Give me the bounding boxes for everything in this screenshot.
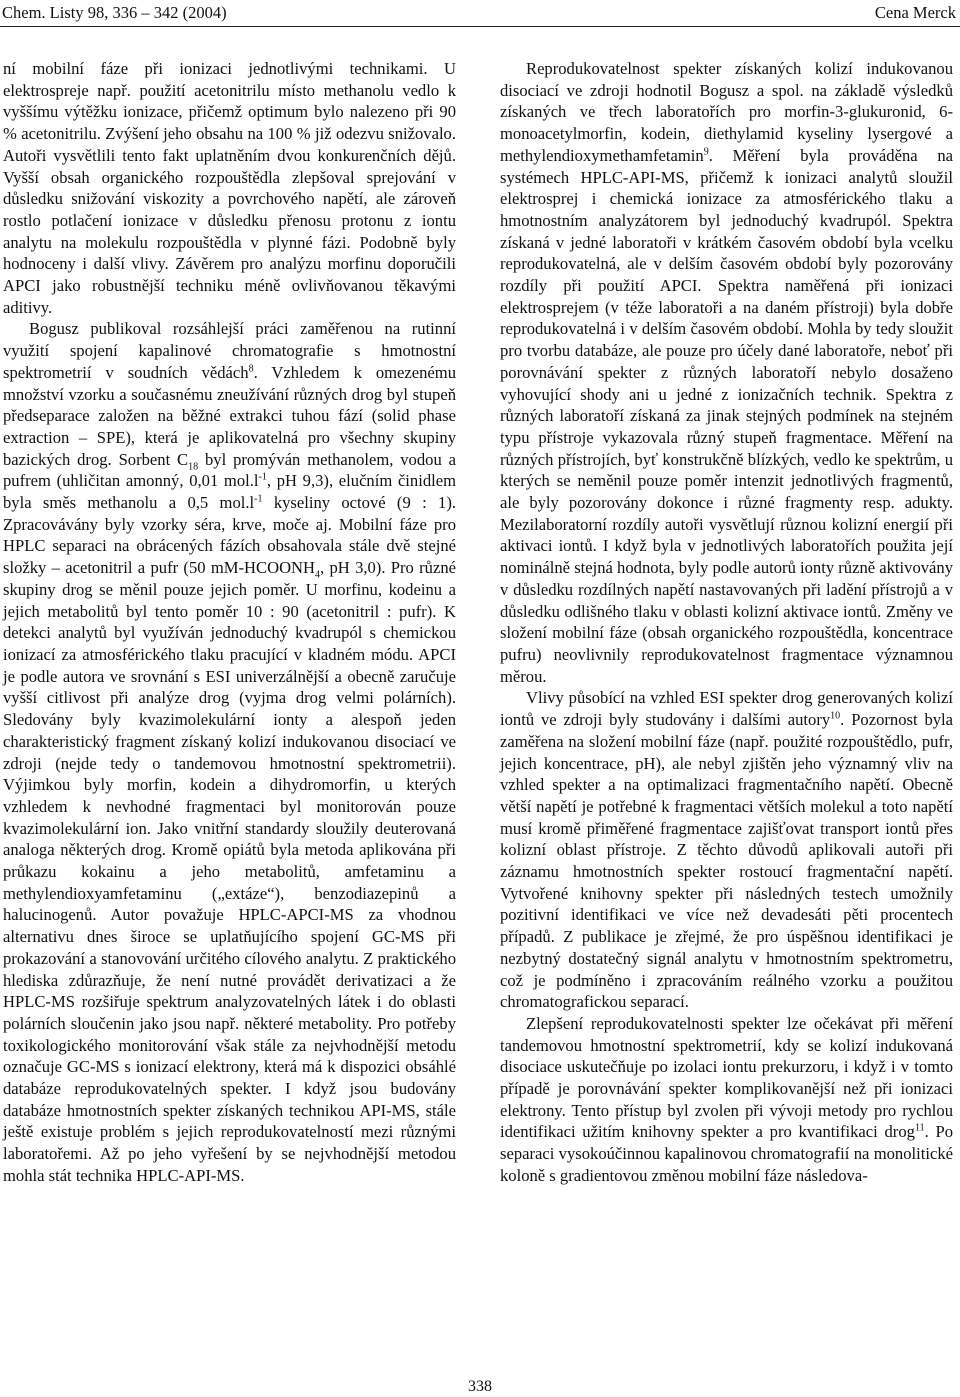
paragraph-text: . Pozornost byla zaměřena na složení mobilní fáze (např. použité rozpouštědlo, pufr, jejich koncentrace, pH), ale nebyl zjištěn jeho významný vliv na vzhled spekter a na optimalizaci fragmentačního napětí. Obecně větší napětí je potřebné k fragmentaci větších molekul a toto napětí musí kromě přiměřené fragmentace zajišťovat transport iontů přes kolizní oblast přístroje. Z těchto důvodů aplikovali autoři při záznamu hmotnostních spekter rostoucí fragmentační napětí. Vytvořené knihovny spekter při následných testech umožnily pozitivní identifikaci ve více než devadesáti pěti procentech případů. Z publikace je zřejmé, že pro úspěšnou identifikaci je nezbytný dostatečný signál analytu v hmotnostním spektrometru, což je podmíněno i zpracováním reálného vzorku a použitou chromatografickou separací.	[500, 710, 954, 1012]
paragraph-text: Reprodukovatelnost spekter získaných kolizí indukovanou disociací ve zdroji hodnotil Bogusz a spol. na základě výsledků získaných ve třech laboratořích pro morfin-3-glukuronid, 6-monoacetylmorfin, kodein, diethylamid kyseliny lysergové a methylendioxymethamfetamin	[500, 59, 953, 165]
superscript: -1	[254, 493, 263, 505]
paragraph-text: . Měření byla prováděna na systémech HPLC-API-MS, přičemž k ionizaci analytů sloužil elektrosprej i chemická ionizace za atmosférického tlaku a hmotnostním analyzátorem byl jednoduchý kvadrupól. Spektra získaná v jedné laboratoři v krátkém časovém období byla vcelku reprodukovatelná, ale v delším časovém období byly pozorovány rozdíly při použití APCI. Spektra naměřená při ionizaci elektrosprejem (v téže laboratoři a na daném přístroji) byla dobře reprodukovatelná i v delším časovém období. Mohla by tedy sloužit pro tvorbu databáze, ale pouze pro účely dané laboratoře, neboť při porovnávání spekter z různých laboratoří nebylo dosaženo vyhovující shody ani u jedné z ionizačních technik. Spektra z různých laboratoří získaná za jinak stejných podmínek na stejném typu přístroje vykazovala různý stupeň fragmentace. Měření na různých přístrojích, byť konstrukčně blízkých, vedlo ke spektrům, u kterých se neměnil pouze poměr intenzit jednotlivých fragmentů, ale byly pozorovány dokonce i různé fragmenty resp. adukty. Mezilaboratorní rozdíly autoři vysvětlují různou kolizní energií při aktivaci iontů. I když byla v jednotlivých laboratořích použita její nominálně stejná hodnota, byly podle autorů ionty různě aktivovány v důsledku rozdílných napětí nastavovaných při ladění přístrojů a v důsledku odlišného tlaku v oblasti kolizní aktivace iontů. Změny ve složení mobilní fáze (obsah organického rozpouštědla, koncentrace pufru) neovlivnily reprodukovatelnost fragmentace významnou měrou.	[500, 145, 953, 686]
paragraph-text: . Po separaci vysokoúčinnou kapalinovou chromatografií na monolitické koloně s gradientovou změnou mobilní fáze následova-	[500, 1122, 953, 1185]
paragraph-text: . Vzhledem k omezenému množství vzorku a současnému zneužívání různých drog byl stupeň předseparace založen na běžné extrakci tuhou fází (solid phase extraction – SPE), která je aplikovatelná pro všechny skupiny bazických drog. Sorbent C	[3, 362, 457, 469]
reference-marker: 9	[703, 146, 709, 158]
paragraph-reproducibility	[500, 58, 953, 687]
reference-marker: 10	[830, 710, 841, 722]
paragraph-text: byl promýván methanolem, vodou a pufrem (uhličitan amonný, 0,01 mol.l	[3, 449, 456, 491]
paragraph-text: , pH 9,3), elučním činidlem byla směs methanolu a 0,5 mol.l	[3, 471, 456, 513]
sponsor-label: Cena Merck	[874, 3, 956, 22]
paragraph-text: Zlepšení reprodukovatelnosti spekter lze očekávat při měření tandemovou hmotnostní spektrometrií, kdy se kolizí indukovaná disociace uskutečňuje po izolaci iontu prekurzoru, i když i v tomto případě je porovnávání spekter komplikovanější než při ionizaci elektrony. Tento přístup byl zvolen při vývoji metody pro rychlou identifikaci užitím knihovny spekter a pro kvantifikaci drog	[500, 1013, 953, 1142]
right-column	[500, 58, 953, 1187]
paragraph-text: ní mobilní fáze při ionizaci jednotlivými technikami. U elektrospreje např. použití acetonitrilu místo methanolu vedlo k vyššímu výtěžku ionizace, přičemž optimum bylo nalezeno při 90 % acetonitrilu. Zvýšení jeho obsahu na 100 % již odezvu snižovalo. Autoři vysvětlili tento fakt uplatněním dvou konkurenčních dějů. Vyšší obsah organického rozpouštědla zlepšoval sprejování v důsledku snižování viskozity a povrchového napětí, ale zároveň rostlo potlačení ionizace v důsledku přenosu protonu z iontu analytu na molekulu rozpouštědla v plynné fázi. Podobně byly hodnoceny i další vlivy. Závěrem pro analýzu morfinu doporučili APCI jako robustnější techniku méně ovlivňovanou těkavými aditivy.	[3, 59, 456, 317]
paragraph-text: kyseliny octové (9 : 1). Zpracovávány byly vzorky séra, krve, moče aj. Mobilní fáze pro HPLC separaci na obrácených fázích obsahovala stále dvě stejné složky – acetonitril a pufr (50 mM-HCOONH	[3, 493, 456, 578]
reference-marker: 8	[248, 363, 254, 375]
paragraph-text: Bogusz publikoval rozsáhlejší práci zaměřenou na rutinní využití spojení kapalinové chromatografie s hmotnostní spektrometrií v soudních vědách	[3, 319, 456, 382]
paragraph-continuation	[3, 58, 456, 318]
superscript: -1	[258, 471, 267, 483]
subscript: 18	[188, 460, 199, 472]
reference-marker: 11	[914, 1122, 925, 1134]
left-column	[3, 58, 456, 1187]
paragraph-text: , pH 3,0). Pro různé skupiny drog se měnil pouze jejich poměr. U morfinu, kodeinu a jejich metabolitů byl tento poměr 10 : 90 (acetonitril : pufr). K detekci analytů byl využíván jednoduchý kvadrupól s chemickou ionizací za atmosférického tlaku pracující v kladném módu. APCI je podle autora ve srovnání s ESI univerzálnější a obecně zaručuje vyšší citlivost při analýze drog (vyjma drog velmi polárních). Sledovány byly kvazimolekulární ionty a alespoň jeden charakteristický fragment získaný kolizí indukovanou disociací ve zdroji (nejde tedy o tandemovou hmotnostní spektrometrii). Výjimkou byly morfin, kodein a dihydromorfin, u kterých vzhledem k nevhodné fragmentaci byl monitorován pouze kvazimolekulární ion. Jako vnitřní standardy sloužily deuterovaná analoga některých drog. Kromě opiátů byla metoda aplikována při průkazu kokainu a jeho metabolitů, amfetaminu a methylendioxyamfetaminu („extáze“), benzodiazepinů a halucinogenů. Autor považuje HPLC-APCI-MS za vhodnou alternativu dnes široce se uplatňujícího spojení GC-MS při prokazování a stanovování určitého cílového analytu. Z praktického hlediska zdůrazňuje, že není nutné provádět derivatizaci a že HPLC-MS rozšiřuje spektrum analyzovatelných látek i do oblasti polárních sloučenin jako jsou např. některé metabolity. Pro potřeby toxikologického monitorování však stále za nejvhodnější metodu označuje GC-MS s ionizací elektrony, která má k dispozici obsáhlé databáze reprodukovatelných spekter. I když jsou budovány databáze hmotnostních spekter získaných technikou API-MS, stále ještě existuje problém s jejich reprodukovatelností mezi různými laboratořemi. Až po jeho vyřešení by se nejvhodnější metodou mohla stát technika HPLC-API-MS.	[3, 558, 456, 1185]
running-header	[0, 0, 960, 26]
paragraph-text: Vlivy působící na vzhled ESI spekter drog generovaných kolizí iontů ve zdroji byly studovány i dalšími autory	[500, 688, 953, 730]
subscript: 4	[315, 569, 321, 581]
paragraph-esi-influences	[500, 687, 953, 1013]
header-rule	[0, 26, 960, 27]
journal-citation: Chem. Listy 98, 336 – 342 (2004)	[2, 3, 227, 22]
paragraph-bogusz	[3, 318, 456, 1186]
paragraph-tandem-ms	[500, 1013, 953, 1187]
page-number: 338	[468, 1378, 492, 1395]
